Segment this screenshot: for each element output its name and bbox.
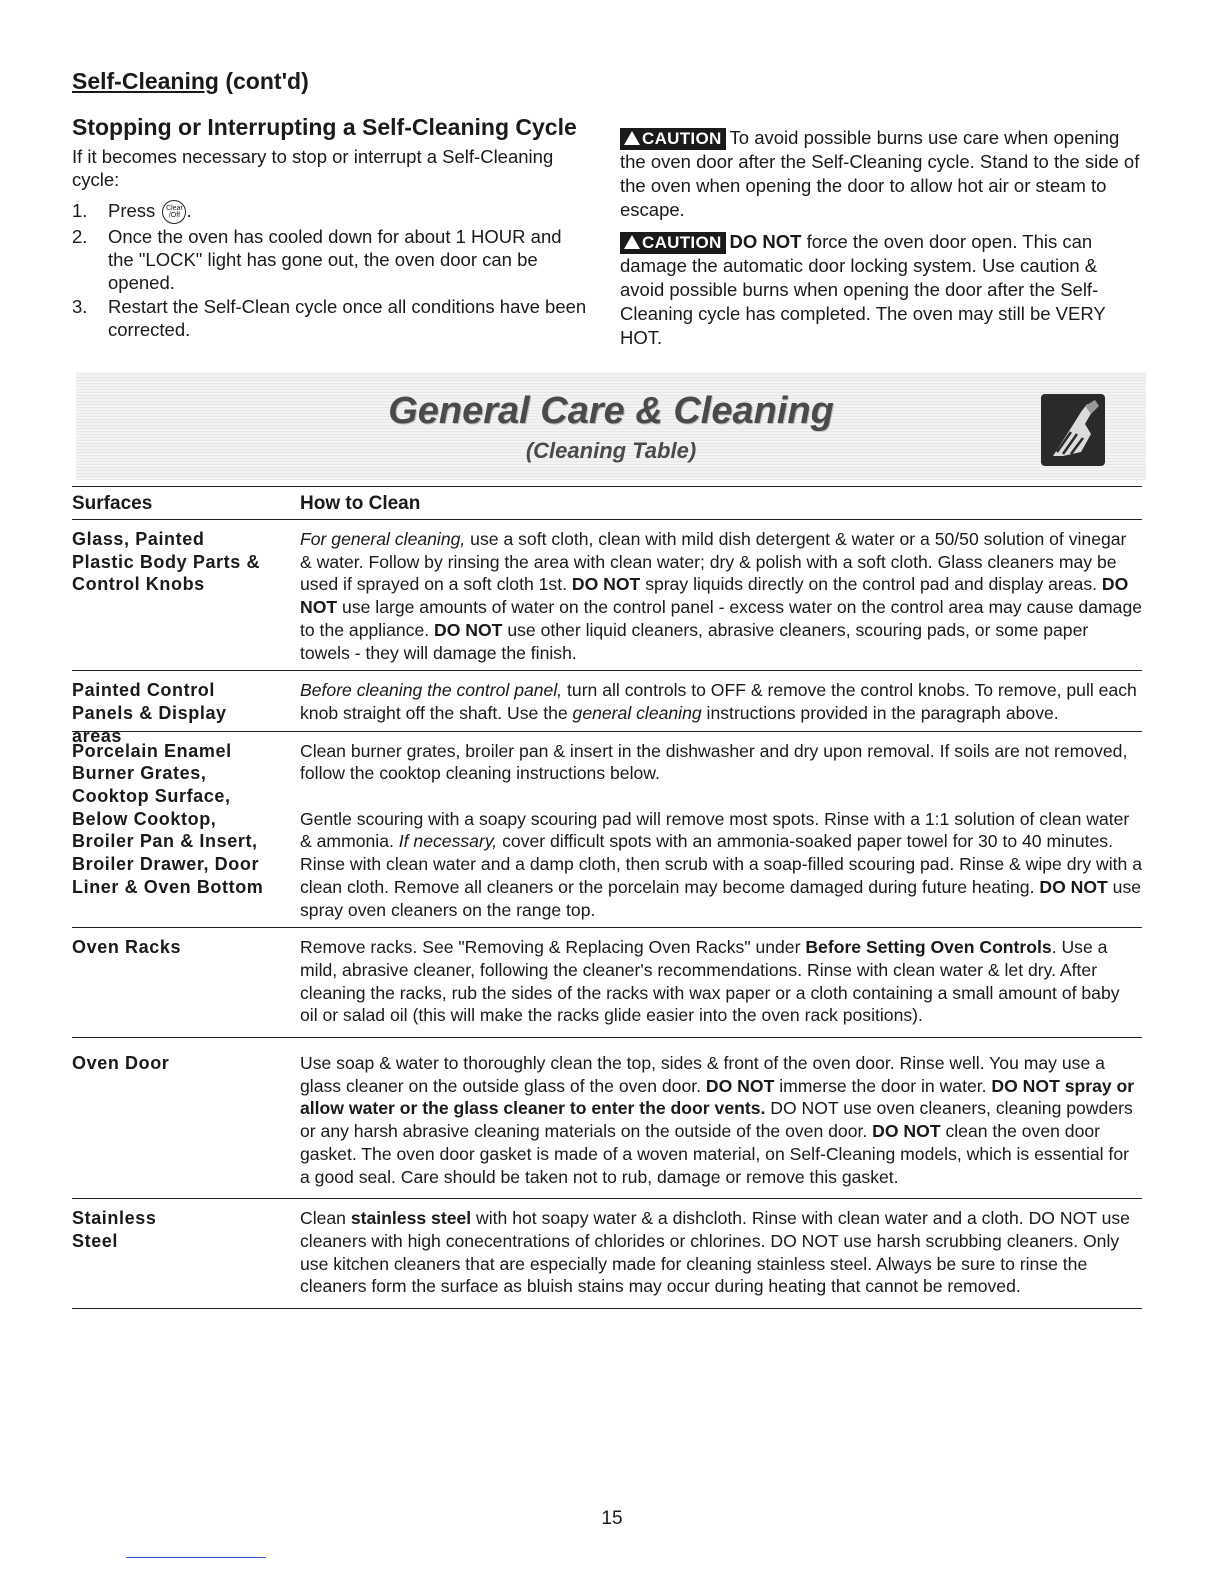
step-text: Once the oven has cooled down for about 1 HOUR and the "LOCK" light has gone out, the oven door can be opened. — [108, 226, 562, 294]
surface-name — [72, 1207, 292, 1252]
instruction-text: turn all controls to OFF & remove the control knobs. To remove, pull each knob straight off the shaft. Use the — [300, 680, 1137, 723]
step-number: 3. — [72, 296, 88, 318]
table-row — [72, 520, 1142, 671]
caution-text: force the oven door open. This can damage the automatic door locking system. Use caution & avoid possible burns when opening the door after the Self-Cleaning cycle has completed. The oven may still be VERY HOT. — [620, 231, 1106, 348]
surface-line: Burner Grates, — [72, 763, 207, 784]
instruction-text: DO NOT — [872, 1121, 941, 1142]
column-header-how-to-clean: How to Clean — [300, 493, 421, 514]
column-header-surfaces: Surfaces — [72, 493, 153, 514]
surface-line: Glass, Painted — [72, 529, 205, 549]
instruction-text: For general cleaning, — [300, 529, 466, 549]
surface-name — [72, 1052, 292, 1075]
instruction-text: Use soap & water to thoroughly clean the top, sides & front of the oven door. Rinse well. You may use a glass cleaner on the outside glass of the oven door. — [300, 1053, 1105, 1096]
instruction-text: DO NOT — [300, 574, 1129, 618]
how-to-clean — [300, 671, 1142, 730]
table-header — [72, 486, 1142, 520]
instruction-text: stainless steel — [350, 1208, 472, 1229]
instruction-text: DO NOT — [1039, 876, 1108, 897]
instruction-text: DO NOT use oven cleaners, cleaning powders or any harsh abrasive cleaning materials on the outside of the oven door. — [300, 1098, 1133, 1142]
surface-line: Painted Control — [72, 680, 215, 701]
how-to-clean — [300, 928, 1142, 1037]
caution-section — [620, 126, 1144, 358]
surface-name — [72, 528, 292, 596]
banner-title: General Care & Cleaning — [388, 390, 834, 432]
step-suffix: . — [186, 200, 192, 221]
instruction-text: use other liquid cleaners, abrasive cleaners, scouring pads, or some paper towels - they will damage the finish. — [300, 619, 1089, 663]
instruction-text: use a soft cloth, clean with mild dish detergent & water or a 50/50 solution of vinegar & water. Follow by rinsing the area with clean water; dry & polish with a soft cloth. Glass cleaners may be used if sprayed on a soft cloth 1st. — [300, 529, 1127, 595]
stopping-section — [72, 114, 592, 342]
table-row — [72, 1199, 1142, 1309]
section-title — [72, 68, 309, 95]
instruction-text: Before cleaning the control panel, — [300, 680, 563, 701]
instruction-text: with hot soapy water & a dishcloth. Rinse with clean water and a cloth. DO NOT use cleaners with high conecentrations of chlorides or chlorines. DO NOT use harsh scrubbing cleaners. Only use kitchen cleaners that are especially made for cleaning stainless steel. Always be sure to rinse the cleaners form the surface as bluish stains may occur during heating that cannot be removed. — [300, 1208, 1130, 1297]
general-care-banner — [76, 372, 1146, 480]
instruction-text: If necessary, — [398, 831, 498, 852]
instruction-text: Clean — [300, 1208, 351, 1229]
instruction-text: use spray oven cleaners on the range top. — [300, 876, 1142, 920]
instruction-text: DO NOT spray or allow water or the glass cleaner to enter the door vents. — [300, 1075, 1135, 1119]
instruction-text: DO NOT — [434, 619, 503, 640]
instruction-paragraph — [300, 679, 1142, 724]
surface-line: Steel — [72, 1230, 119, 1251]
warning-triangle-icon — [624, 235, 640, 249]
instruction-text: use large amounts of water on the control panel - excess water on the control area may cause damage to the appliance. — [300, 597, 1143, 640]
clear-off-label-bottom: /Off — [168, 212, 181, 220]
surface-line: Control Knobs — [72, 574, 205, 595]
caution-text: To avoid possible burns use care when opening the oven door after the Self-Cleaning cycle. Stand to the side of the oven when opening the door to allow hot air or steam to escape. — [620, 127, 1140, 220]
table-row — [72, 1038, 1142, 1199]
caution-badge — [620, 128, 726, 150]
table-row — [72, 732, 1142, 929]
stopping-steps — [72, 199, 592, 341]
instruction-text: Gentle scouring with a soapy scouring pad will remove most spots. Rinse with a 1:1 solution of clean water & ammonia. — [300, 808, 1130, 852]
surface-line: Oven Door — [72, 1053, 170, 1074]
surface-line: Below Cooktop, — [72, 808, 217, 829]
step-number: 2. — [72, 226, 88, 248]
surface-line: Stainless — [72, 1208, 157, 1229]
stopping-intro: If it becomes necessary to stop or interrupt a Self-Cleaning cycle: — [72, 146, 554, 190]
instruction-paragraph — [300, 1052, 1142, 1188]
banner-subtitle: (Cleaning Table) — [525, 438, 697, 463]
clear-off-label-top: Clear — [166, 205, 183, 213]
stopping-heading: Stopping or Interrupting a Self-Cleaning Cycle — [72, 114, 577, 140]
footer-rule — [126, 1557, 266, 1558]
surface-name — [72, 936, 292, 959]
step-item — [72, 295, 592, 341]
section-title-main: Self-Cleaning — [72, 68, 219, 94]
clear-off-button-icon — [162, 200, 186, 224]
caution-note — [620, 126, 1144, 222]
step-text: Press — [108, 200, 156, 221]
step-item — [72, 199, 592, 224]
surface-line: Cooktop Surface, — [72, 786, 231, 807]
instruction-text: instructions provided in the paragraph above. — [701, 702, 1059, 723]
table-row — [72, 928, 1142, 1038]
instruction-paragraph — [300, 528, 1142, 664]
instruction-text: spray liquids directly on the control pad and display areas. — [640, 574, 1102, 595]
how-to-clean — [300, 1038, 1142, 1198]
paragraph-gap — [300, 785, 1142, 808]
step-number: 1. — [72, 200, 88, 221]
surface-line: Broiler Drawer, Door — [72, 854, 260, 875]
instruction-text: Remove racks. See "Removing & Replacing Oven Racks" under — [300, 937, 806, 958]
table-body — [72, 520, 1142, 1309]
table-row — [72, 671, 1142, 746]
surface-name — [72, 740, 292, 899]
surface-line: areas — [72, 725, 123, 746]
instruction-text: cover difficult spots with an ammonia-soaked paper towel for 30 to 40 minutes. Rinse with clean water and a damp cloth, then scrub with a soap-filled scouring pad. Rinse & wipe dry with a clean cloth. Remove all cleaners or the porcelain may become damaged during future heating. — [300, 831, 1143, 897]
step-item — [72, 225, 592, 294]
caution-badge-label: CAUTION — [642, 129, 722, 148]
instruction-paragraph — [300, 740, 1142, 785]
instruction-text: DO NOT — [705, 1075, 775, 1096]
instruction-text: Before Setting Oven Controls — [805, 937, 1052, 958]
cleaning-hand-icon — [1041, 394, 1105, 466]
surface-line: Broiler Pan & Insert, — [72, 831, 258, 852]
instruction-paragraph — [300, 808, 1142, 922]
instruction-text: general cleaning — [572, 702, 702, 723]
how-to-clean — [300, 1199, 1142, 1308]
instruction-text: . Use a mild, abrasive cleaner, following the cleaner's recommendations. Rinse with clean water & let dry. After cleaning the racks, rub the sides of the racks with wax paper or a cloth containing a small amount of baby oil or salad oil (this will make the racks glide easier into the oven rack positions). — [300, 937, 1120, 1026]
surface-line: Panels & Display — [72, 702, 227, 723]
warning-triangle-icon — [624, 131, 640, 145]
page-number: 15 — [601, 1508, 623, 1529]
how-to-clean — [300, 732, 1142, 928]
instruction-text: Clean burner grates, broiler pan & insert in the dishwasher and dry upon removal. If soils are not removed, follow the cooktop cleaning instructions below. — [300, 740, 1128, 784]
how-to-clean — [300, 520, 1142, 670]
surface-line: Plastic Body Parts & — [72, 551, 261, 572]
surface-line: Oven Racks — [72, 937, 182, 958]
caution-badge — [620, 232, 726, 254]
instruction-text: immerse the door in water. — [774, 1075, 992, 1096]
instruction-paragraph — [300, 1207, 1142, 1298]
caution-badge-label: CAUTION — [642, 233, 722, 252]
caution-note — [620, 230, 1144, 350]
section-title-suffix: (cont'd) — [218, 68, 309, 94]
surface-line: Porcelain Enamel — [72, 740, 232, 761]
instruction-paragraph — [300, 936, 1142, 1027]
caution-lead: DO NOT — [729, 231, 802, 252]
step-text: Restart the Self-Clean cycle once all conditions have been corrected. — [108, 296, 587, 341]
instruction-text: DO NOT — [571, 574, 641, 595]
cleaning-table — [72, 486, 1142, 1309]
instruction-text: clean the oven door gasket. The oven door gasket is made of a woven material, on Self-Cleaning models, which is essential for a good seal. Care should be taken not to rub, damage or remove this gasket. — [300, 1121, 1129, 1187]
surface-line: Liner & Oven Bottom — [72, 876, 264, 897]
